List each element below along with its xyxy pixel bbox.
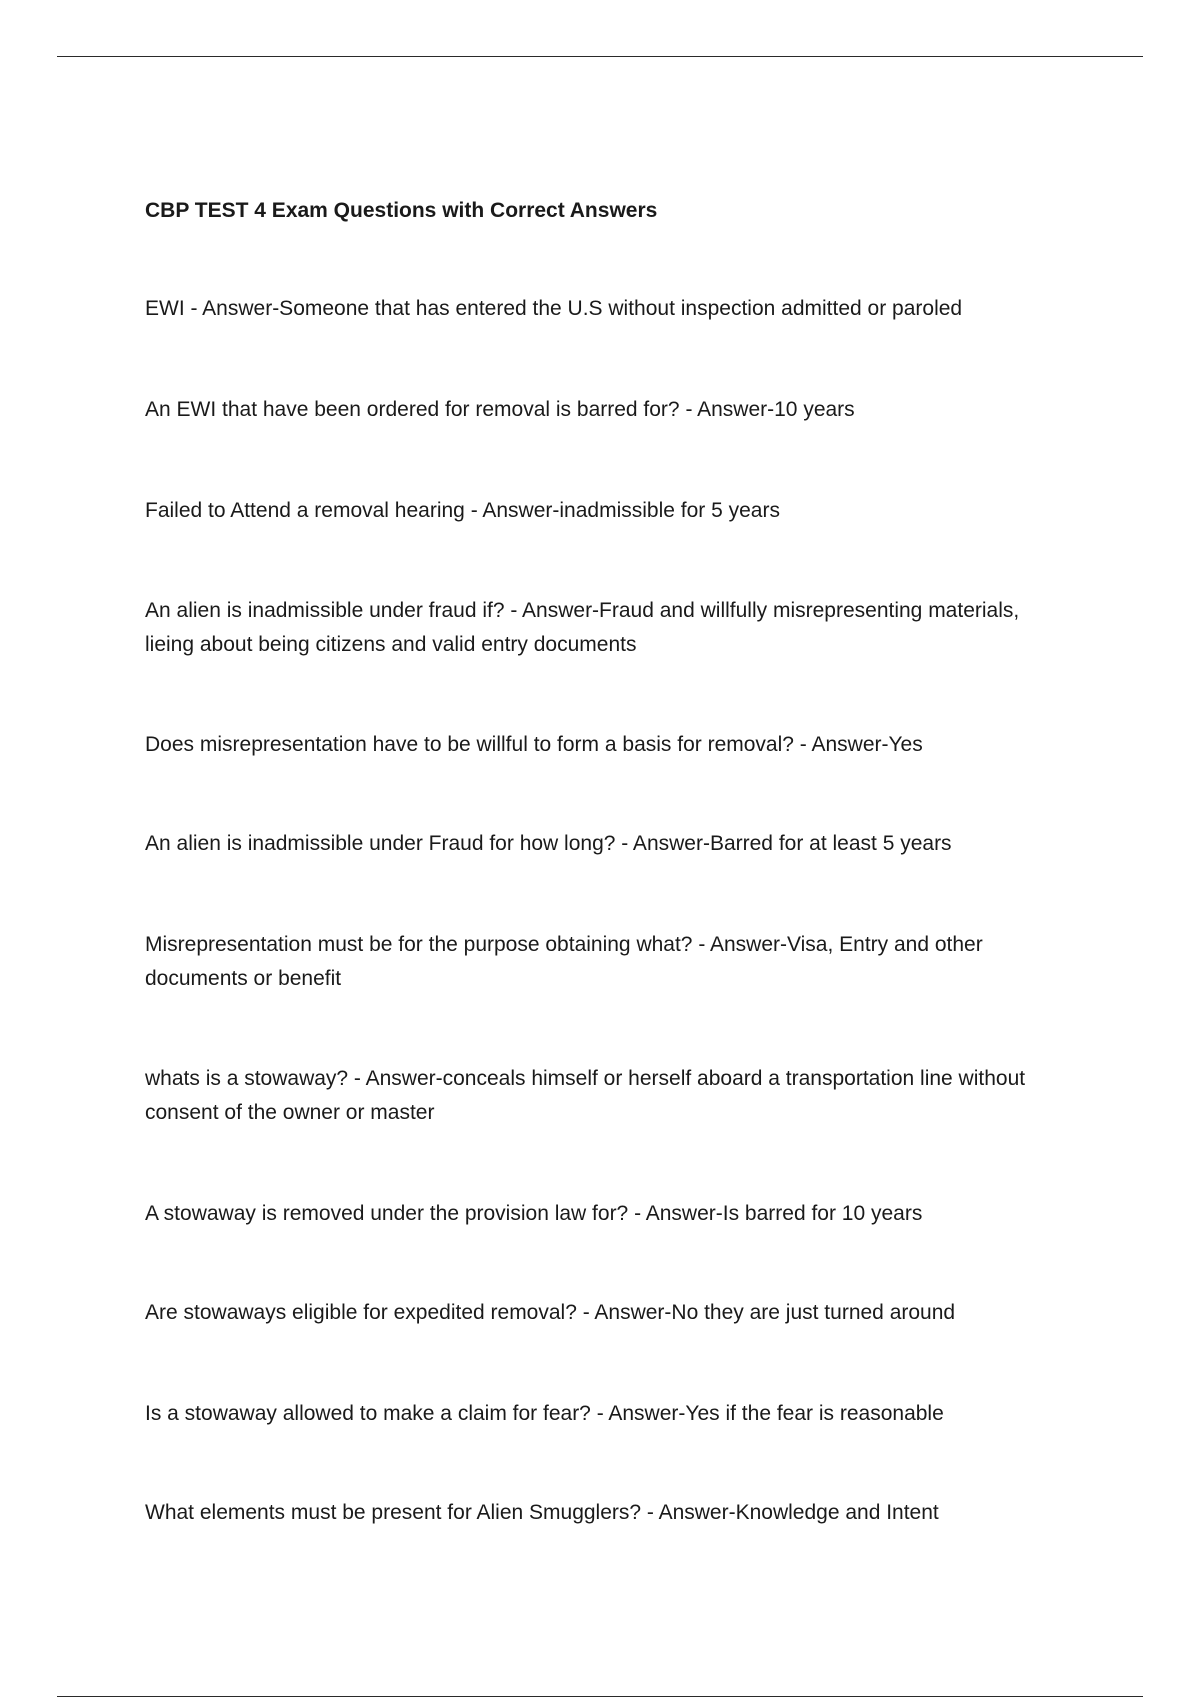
qa-item: An alien is inadmissible under fraud if? - Answer-Fraud and willfully misrepresenting materials, lieing about being citizens and valid entry documents [145, 599, 1020, 656]
qa-item: An alien is inadmissible under Fraud for how long? - Answer-Barred for at least 5 years [145, 832, 952, 855]
qa-item: What elements must be present for Alien Smugglers? - Answer-Knowledge and Intent [145, 1501, 939, 1524]
qa-item: whats is a stowaway? - Answer-conceals himself or herself aboard a transportation line without consent of the owner or master [145, 1067, 1026, 1124]
qa-item: EWI - Answer-Someone that has entered the U.S without inspection admitted or paroled [145, 297, 963, 320]
qa-item: Are stowaways eligible for expedited removal? - Answer-No they are just turned around [145, 1301, 956, 1324]
qa-item: Failed to Attend a removal hearing - Answer-inadmissible for 5 years [145, 499, 780, 522]
document-body [145, 197, 1065, 1530]
page-title: CBP TEST 4 Exam Questions with Correct Answers [145, 199, 658, 222]
qa-item: A stowaway is removed under the provision law for? - Answer-Is barred for 10 years [145, 1202, 923, 1225]
top-rule [57, 56, 1143, 57]
qa-item: Does misrepresentation have to be willful to form a basis for removal? - Answer-Yes [145, 733, 923, 756]
qa-item: An EWI that have been ordered for removal is barred for? - Answer-10 years [145, 398, 855, 421]
qa-item: Is a stowaway allowed to make a claim for fear? - Answer-Yes if the fear is reasonable [145, 1402, 944, 1425]
qa-item: Misrepresentation must be for the purpose obtaining what? - Answer-Visa, Entry and other documents or benefit [145, 933, 983, 990]
bottom-rule [57, 1696, 1143, 1697]
